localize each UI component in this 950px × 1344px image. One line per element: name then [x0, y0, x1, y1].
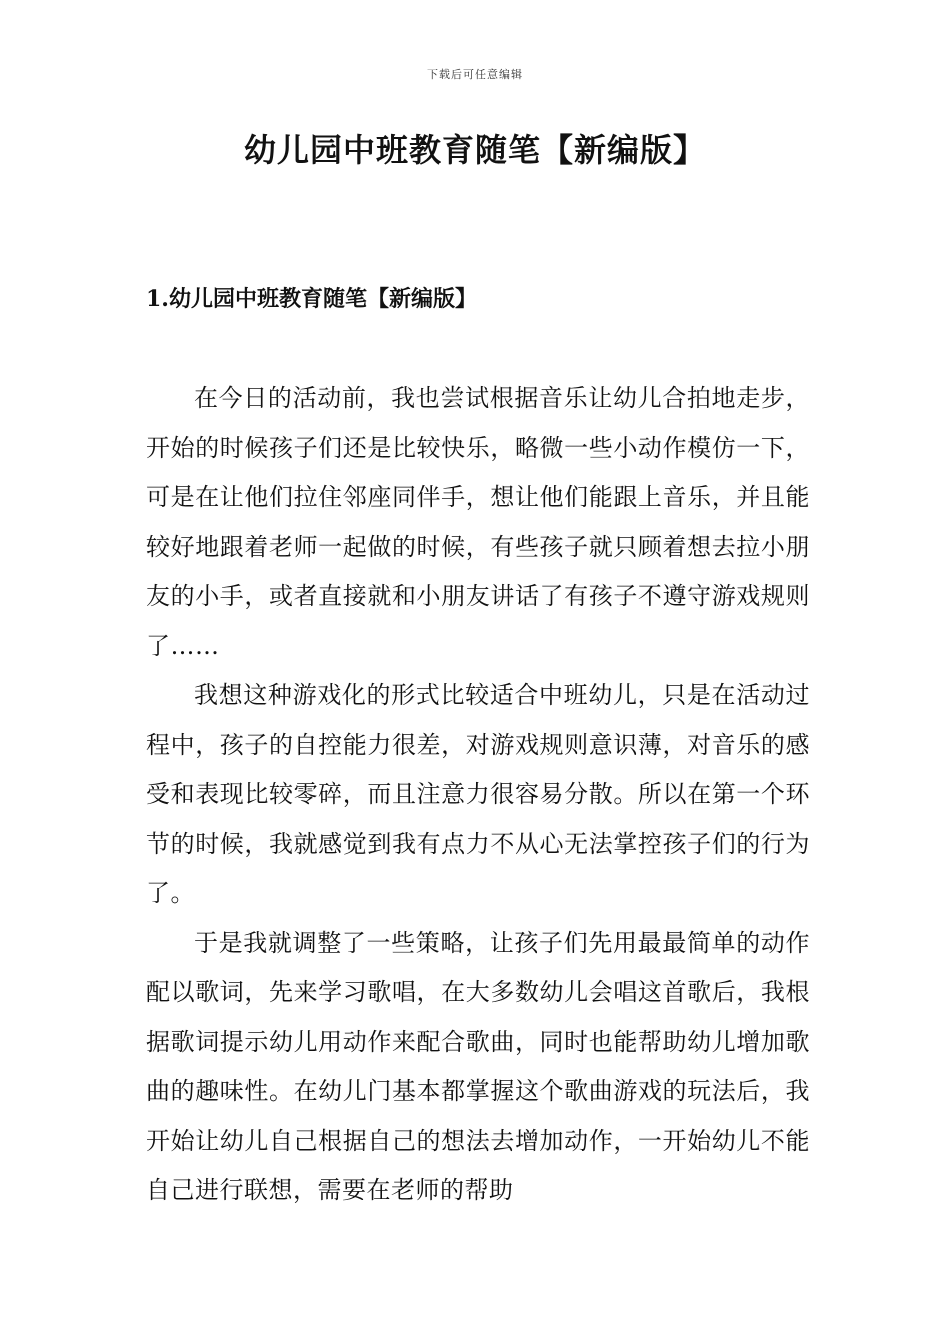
- document-title: 幼儿园中班教育随笔【新编版】: [243, 131, 706, 169]
- document-body: [146, 374, 810, 1216]
- paragraph-1: 在今日的活动前，我也尝试根据音乐让幼儿合拍地走步，开始的时候孩子们还是比较快乐，略微一些小动作模仿一下，可是在让他们拉住邻座同伴手，想让他们能跟上音乐，并且能较好地跟着老师一起做的时候，有些孩子就只顾着想去拉小朋友的小手，或者直接就和小朋友讲话了有孩子不遵守游戏规则了……: [146, 384, 810, 660]
- paragraph-2: 我想这种游戏化的形式比较适合中班幼儿，只是在活动过程中，孩子的自控能力很差，对游戏规则意识薄，对音乐的感受和表现比较零碎，而且注意力很容易分散。所以在第一个环节的时候，我就感觉到我有点力不从心无法掌控孩子们的行为了。: [146, 681, 810, 907]
- section-heading: 1.幼儿园中班教育随笔【新编版】: [146, 286, 477, 312]
- paragraph-3: 于是我就调整了一些策略，让孩子们先用最最简单的动作配以歌词，先来学习歌唱，在大多数幼儿会唱这首歌后，我根据歌词提示幼儿用动作来配合歌曲，同时也能帮助幼儿增加歌曲的趣味性。在幼儿门基本都掌握这个歌曲游戏的玩法后，我开始让幼儿自己根据自己的想法去增加动作，一开始幼儿不能自己进行联想，需要在老师的帮助: [146, 928, 810, 1204]
- header-note: 下载后可任意编辑: [427, 68, 523, 81]
